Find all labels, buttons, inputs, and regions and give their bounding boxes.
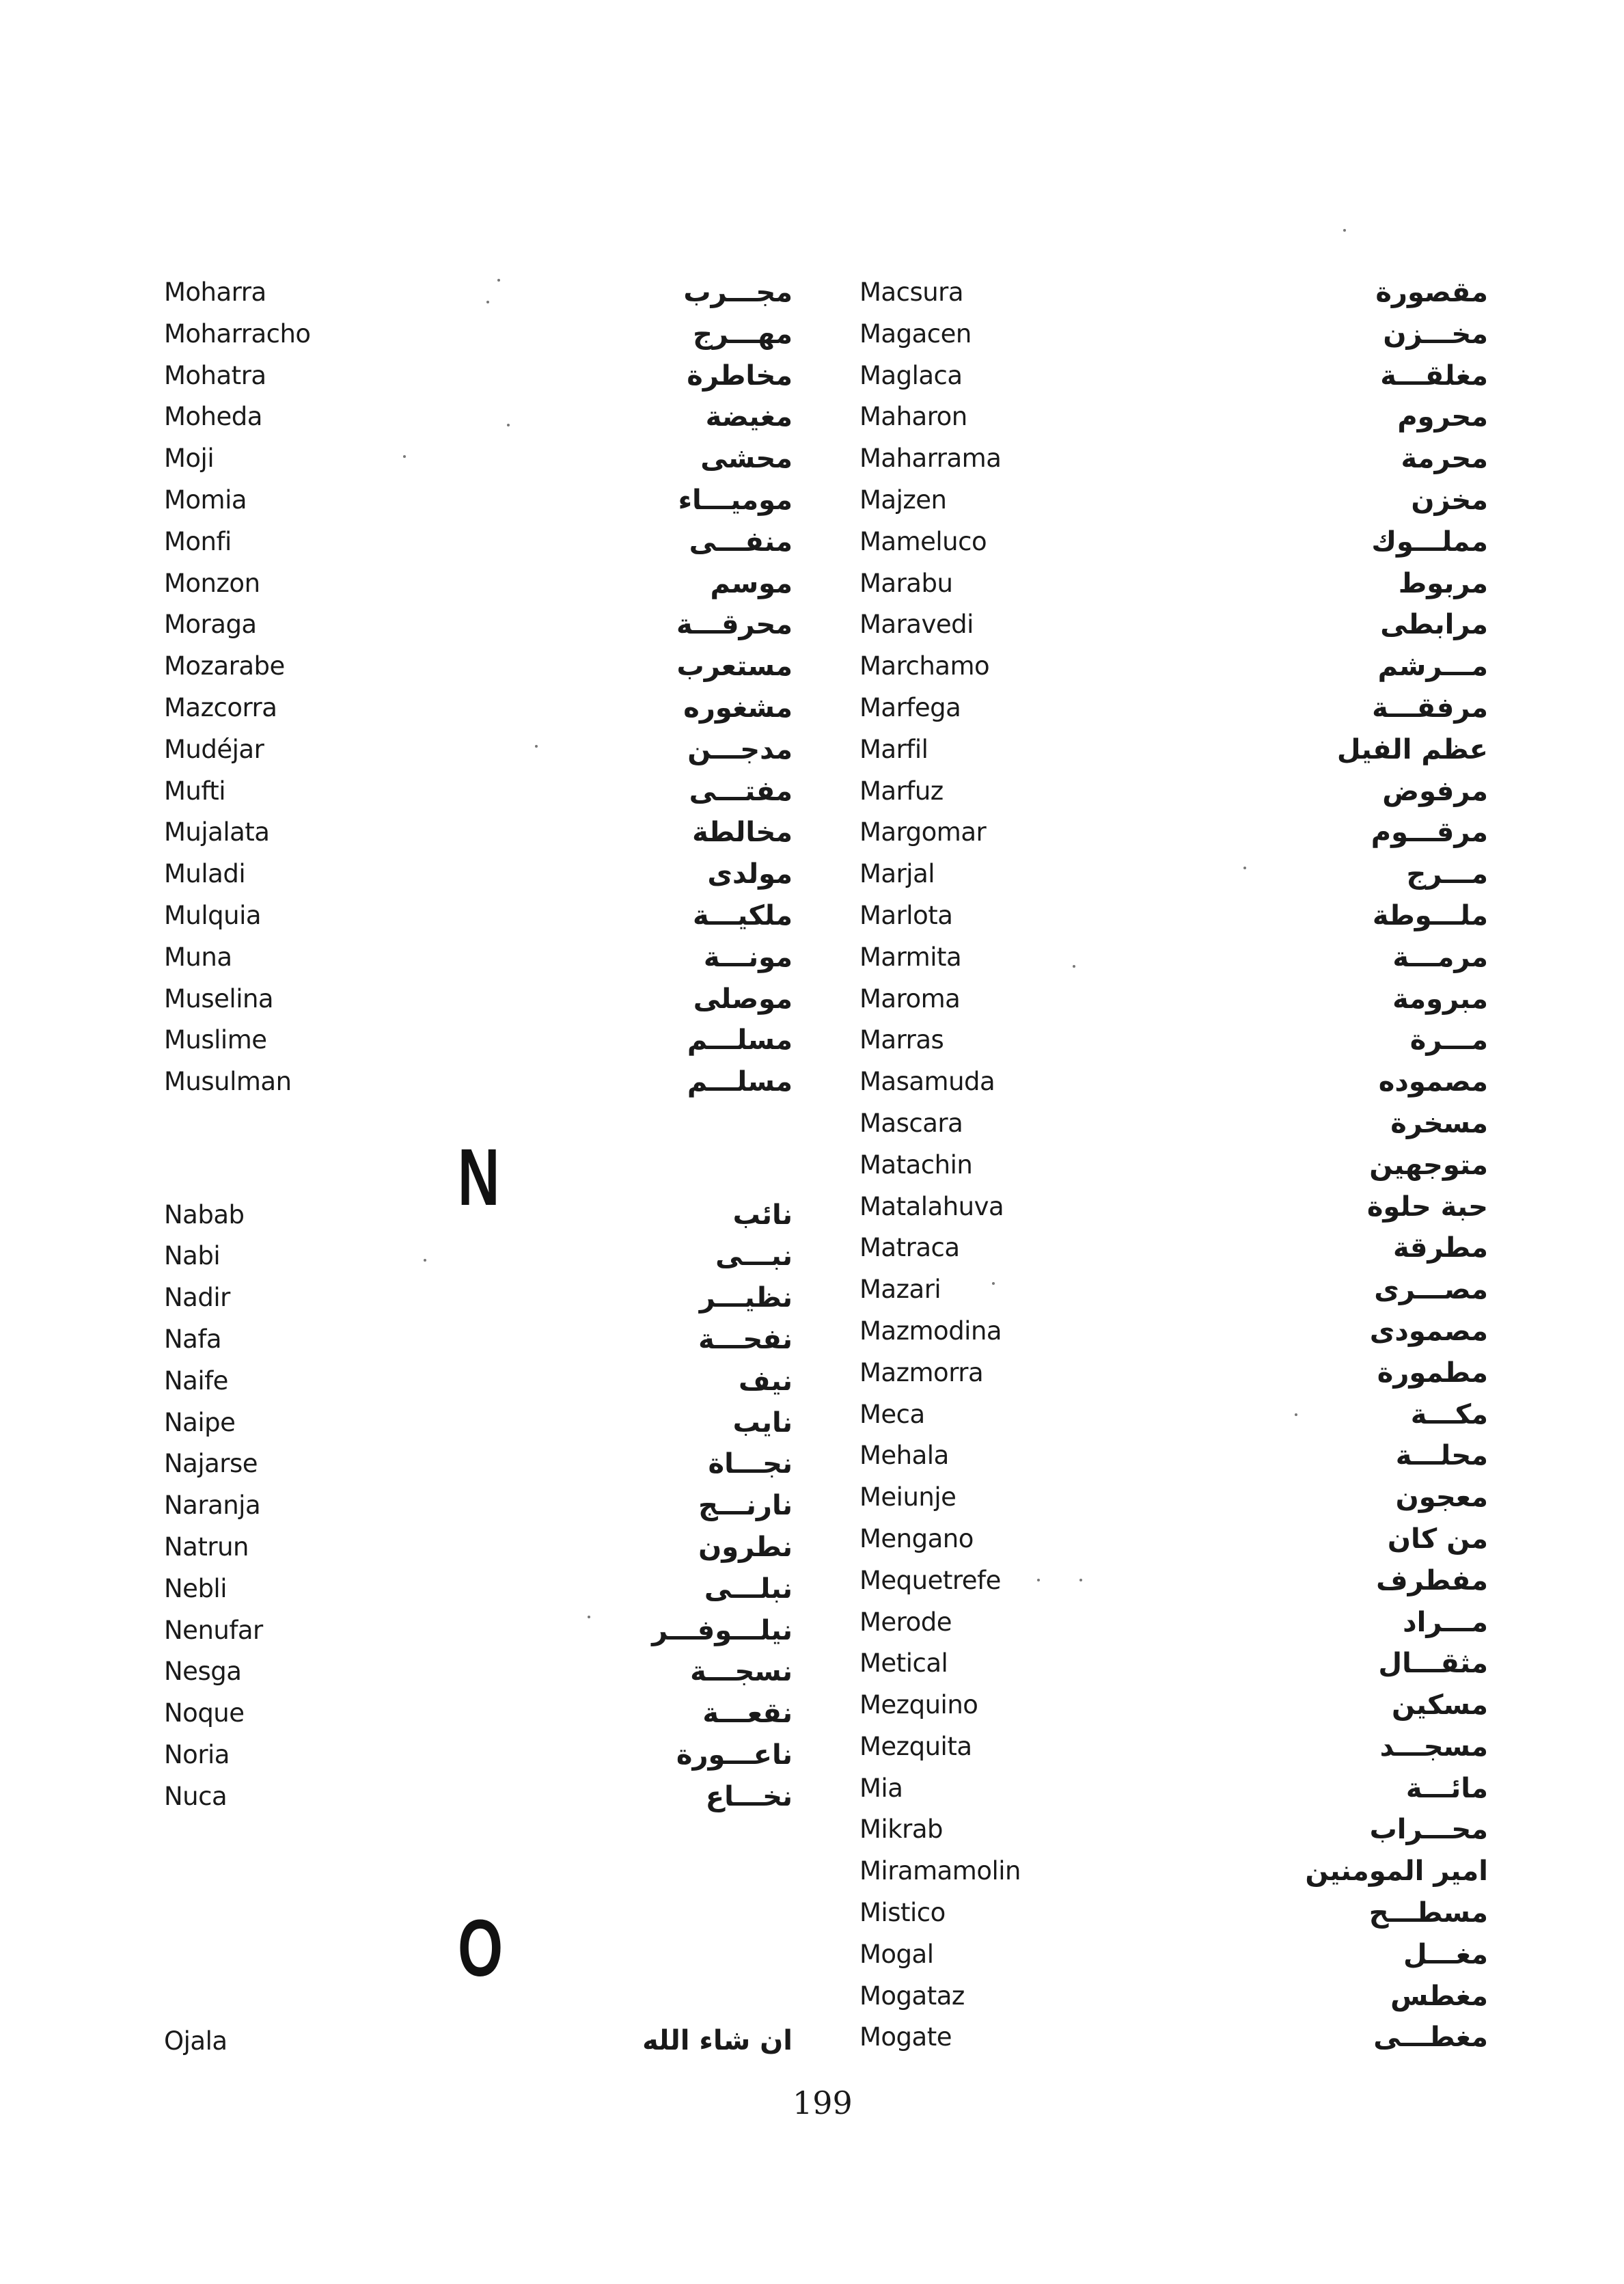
arabic-word: نيف (739, 1365, 793, 1397)
arabic-word: مونـــة (703, 941, 793, 973)
spanish-word: Mazmorra (859, 1357, 984, 1387)
spanish-word: Moharra (164, 277, 266, 307)
arabic-word: مجـــرب (683, 277, 793, 308)
arabic-word: متوجهين (1369, 1149, 1488, 1181)
entry-row (164, 1443, 793, 1485)
entry-row (164, 1277, 793, 1319)
arabic-word: ناعـــورة (676, 1739, 793, 1771)
spanish-word: Miramamolin (859, 1856, 1021, 1886)
entry-row (859, 854, 1488, 895)
spanish-word: Noria (164, 1740, 230, 1770)
arabic-word: مربوط (1398, 567, 1488, 599)
entry-row (164, 1693, 793, 1735)
entry-row (164, 355, 793, 397)
section-letter-n: N (458, 1132, 500, 1223)
entry-row (859, 1269, 1488, 1311)
spanish-word: Nadir (164, 1283, 230, 1313)
arabic-word: مغطـــى (1373, 2022, 1488, 2054)
scan-speck (1037, 1579, 1040, 1581)
entry-row (164, 1527, 793, 1568)
spanish-word: Maravedi (859, 610, 974, 640)
arabic-word: مكـــة (1410, 1398, 1488, 1430)
arabic-word: نائب (732, 1199, 793, 1231)
arabic-word: مـــراد (1403, 1606, 1488, 1638)
arabic-word: نيلـــوفـــر (652, 1614, 793, 1646)
spanish-word: Marfega (859, 692, 961, 722)
spanish-word: Maharon (859, 402, 967, 432)
entry-row (859, 1435, 1488, 1477)
scan-speck (535, 745, 538, 748)
spanish-word: Mezquino (859, 1690, 978, 1720)
scan-speck (1243, 867, 1246, 869)
entry-row (164, 563, 793, 605)
spanish-word: Marmita (859, 942, 962, 972)
entry-row (859, 1602, 1488, 1644)
arabic-word: مهـــرج (693, 318, 793, 350)
arabic-word: مرقـــوم (1371, 817, 1488, 849)
arabic-word: مطرقة (1392, 1232, 1488, 1264)
spanish-word: Moraga (164, 610, 257, 640)
entry-row (164, 480, 793, 521)
spanish-word: Metical (859, 1648, 948, 1678)
arabic-word: نسجـــة (690, 1656, 793, 1688)
spanish-word: Nebli (164, 1573, 227, 1603)
spanish-word: Moharracho (164, 318, 311, 349)
entry-row (164, 1610, 793, 1652)
arabic-word: نجـــاة (708, 1448, 793, 1480)
arabic-word: مسطـــح (1368, 1897, 1488, 1929)
spanish-word: Mudéjar (164, 734, 264, 764)
arabic-word: نفحـــة (698, 1324, 793, 1356)
arabic-word: منفـــى (689, 526, 793, 558)
arabic-word: مرفقـــة (1372, 692, 1488, 724)
spanish-word: Margomar (859, 817, 987, 847)
spanish-word: Magacen (859, 318, 972, 349)
entry-row (859, 563, 1488, 605)
spanish-word: Mengano (859, 1523, 974, 1553)
spanish-word: Mikrab (859, 1814, 944, 1845)
spanish-word: Nuca (164, 1781, 228, 1811)
arabic-word: موميـــاء (678, 484, 793, 516)
entry-row (164, 646, 793, 688)
entry-row (859, 1892, 1488, 1934)
spanish-word: Mogataz (859, 1981, 965, 2011)
entry-row (859, 355, 1488, 397)
spanish-word: Muslime (164, 1025, 267, 1055)
arabic-word: نظيـــر (699, 1282, 793, 1314)
entry-row (859, 396, 1488, 438)
arabic-word: مولدى (707, 858, 793, 891)
entry-row (859, 438, 1488, 480)
entry-row (859, 688, 1488, 729)
arabic-word: مصموده (1378, 1066, 1488, 1098)
arabic-word: مغطس (1390, 1980, 1488, 2012)
entry-row (164, 396, 793, 438)
section-letter-o: O (458, 1903, 504, 1994)
spanish-word: Meca (859, 1399, 925, 1429)
arabic-word: محشى (700, 443, 793, 475)
spanish-word: Macsura (859, 277, 964, 307)
arabic-word: من كان (1387, 1523, 1488, 1555)
arabic-word: نطرون (698, 1532, 793, 1564)
spanish-word: Mazari (859, 1275, 941, 1305)
scan-speck (992, 1282, 995, 1285)
arabic-word: نبـــى (715, 1240, 793, 1273)
arabic-word: موصلى (693, 983, 793, 1015)
right-column (859, 272, 1488, 2058)
page-number: 199 (793, 2084, 853, 2121)
arabic-word: مخزن (1411, 484, 1488, 516)
entry-row (859, 895, 1488, 937)
spanish-word: Mazcorra (164, 692, 277, 722)
entry-row (859, 1020, 1488, 1061)
arabic-word: مـــرج (1406, 858, 1488, 891)
spanish-word: Merode (859, 1607, 952, 1637)
spanish-word: Najarse (164, 1449, 258, 1479)
scan-speck (588, 1616, 590, 1618)
arabic-word: مغلقـــة (1380, 359, 1488, 392)
entry-row (859, 1103, 1488, 1145)
entry-row (859, 272, 1488, 314)
arabic-word: مـــرشم (1377, 651, 1488, 683)
entry-row (859, 1685, 1488, 1726)
entry-row (859, 1643, 1488, 1685)
entry-row (164, 1776, 793, 1818)
spanish-word: Muladi (164, 859, 246, 889)
entry-row (859, 979, 1488, 1020)
arabic-word: ان شاء الله (642, 2025, 793, 2057)
spanish-word: Naife (164, 1365, 228, 1396)
spanish-word: Mujalata (164, 817, 270, 847)
entry-row (164, 1402, 793, 1444)
entry-row (164, 937, 793, 979)
spanish-word: Naipe (164, 1407, 236, 1437)
entry-row (859, 646, 1488, 688)
scan-speck (507, 424, 510, 426)
entry-row (164, 1020, 793, 1061)
arabic-word: مرفوض (1382, 775, 1488, 807)
entry-row (859, 1227, 1488, 1269)
spanish-word: Masamuda (859, 1067, 995, 1097)
spanish-word: Mulquia (164, 900, 262, 930)
scan-speck (1079, 1579, 1082, 1581)
arabic-word: مخاطرة (687, 359, 793, 392)
spanish-word: Meiunje (859, 1482, 956, 1512)
spanish-word: Majzen (859, 485, 947, 515)
entry-row (859, 1519, 1488, 1560)
arabic-word: محـــراب (1369, 1814, 1488, 1846)
entry-row (859, 1311, 1488, 1352)
spanish-word: Naranja (164, 1491, 261, 1521)
entry-row (164, 979, 793, 1020)
spanish-word: Ojala (164, 2026, 228, 2056)
arabic-word: مطمورة (1377, 1357, 1488, 1389)
arabic-word: ملكيـــة (693, 899, 793, 932)
arabic-word: نقعـــة (702, 1698, 793, 1730)
spanish-word: Marlota (859, 900, 953, 930)
entry-row (164, 1236, 793, 1277)
entry-row (164, 1651, 793, 1693)
entry-row (859, 937, 1488, 979)
arabic-word: نايب (732, 1406, 793, 1439)
entry-row (859, 604, 1488, 646)
spanish-word: Nesga (164, 1657, 242, 1687)
entry-row (859, 314, 1488, 355)
arabic-word: مـــرة (1409, 1024, 1488, 1057)
arabic-word: مسلـــم (687, 1066, 793, 1098)
entry-row (164, 272, 793, 314)
arabic-word: مغيضة (705, 401, 793, 433)
arabic-word: ملـــوطة (1372, 899, 1488, 932)
spanish-word: Nabab (164, 1199, 245, 1229)
scan-speck (497, 279, 500, 282)
spanish-word: Mazmodina (859, 1316, 1002, 1346)
spanish-word: Mistico (859, 1898, 946, 1928)
arabic-word: مائـــة (1405, 1772, 1488, 1804)
arabic-word: امير المومنين (1305, 1855, 1488, 1888)
arabic-word: مسجـــد (1379, 1730, 1488, 1763)
entry-row (859, 2017, 1488, 2058)
spanish-word: Maglaca (859, 360, 963, 390)
left-column (164, 272, 793, 1818)
spanish-word: Mameluco (859, 526, 987, 556)
entry-row (859, 1394, 1488, 1436)
arabic-word: محلـــة (1395, 1440, 1488, 1472)
arabic-word: مفطرف (1376, 1564, 1488, 1596)
arabic-word: مسلـــم (687, 1024, 793, 1057)
arabic-word: مملـــوك (1371, 526, 1488, 558)
spanish-word: Matraca (859, 1233, 960, 1263)
arabic-word: معجون (1395, 1482, 1488, 1514)
spanish-word: Musulman (164, 1067, 292, 1097)
entry-row (164, 854, 793, 895)
entry-row (164, 895, 793, 937)
spanish-word: Matachin (859, 1150, 973, 1180)
entry-row (164, 1319, 793, 1361)
scan-speck (486, 301, 489, 303)
spanish-word: Mia (859, 1773, 903, 1803)
spanish-word: Natrun (164, 1532, 249, 1562)
spanish-word: Marchamo (859, 651, 990, 681)
entry-row (859, 1352, 1488, 1394)
arabic-word: مثقـــال (1378, 1648, 1488, 1680)
spanish-word: Nenufar (164, 1615, 263, 1645)
entry-row (164, 688, 793, 729)
spanish-word: Maroma (859, 983, 961, 1014)
spanish-word: Nafa (164, 1324, 222, 1355)
entry-row (859, 1809, 1488, 1851)
spanish-word: Mezquita (859, 1731, 972, 1761)
spanish-word: Monfi (164, 526, 232, 556)
arabic-word: مغـــل (1403, 1938, 1488, 1970)
spanish-word: Marabu (859, 568, 953, 598)
entry-row (164, 729, 793, 771)
entry-row (164, 1361, 793, 1402)
entry-row (859, 1726, 1488, 1768)
arabic-word: مصمودى (1369, 1315, 1488, 1347)
entry-row (859, 1186, 1488, 1228)
spanish-word: Marfil (859, 734, 928, 764)
arabic-word: مستعرب (676, 651, 793, 683)
scan-speck (1343, 229, 1346, 232)
entry-row (164, 314, 793, 355)
o-entries (164, 2020, 793, 2062)
arabic-word: نبلـــى (704, 1573, 793, 1605)
entry-row (859, 771, 1488, 813)
spanish-word: Mozarabe (164, 651, 285, 681)
scan-speck (403, 455, 406, 458)
entry-row (859, 812, 1488, 854)
arabic-word: عظم الفيل (1336, 733, 1488, 765)
arabic-word: مخالطة (692, 817, 793, 849)
arabic-word: نخـــاع (705, 1780, 793, 1812)
arabic-word: مقصورة (1375, 277, 1488, 308)
spanish-word: Marjal (859, 859, 935, 889)
entry-row (859, 1560, 1488, 1602)
spanish-word: Muselina (164, 983, 274, 1014)
entry-row (164, 521, 793, 563)
entry-row (164, 1061, 793, 1103)
arabic-word: مشغوره (683, 692, 793, 724)
entry-row (859, 729, 1488, 771)
spanish-word: Marras (859, 1025, 944, 1055)
entry-row (164, 604, 793, 646)
entry-row (164, 1568, 793, 1610)
arabic-word: مفتـــى (689, 775, 793, 807)
scan-speck (1073, 965, 1075, 968)
spanish-word: Mascara (859, 1108, 963, 1138)
spanish-word: Matalahuva (859, 1191, 1004, 1221)
entry-row (164, 771, 793, 813)
spanish-word: Mogal (859, 1939, 934, 1969)
scan-speck (424, 1259, 426, 1262)
entry-row (859, 1061, 1488, 1103)
arabic-word: حبة حلوة (1366, 1191, 1488, 1223)
arabic-word: موسم (710, 567, 793, 599)
spanish-word: Mogate (859, 2022, 952, 2052)
entry-row (859, 1145, 1488, 1186)
spanish-word: Mehala (859, 1441, 949, 1471)
entry-row (859, 1768, 1488, 1810)
entry-row (859, 521, 1488, 563)
entry-row (859, 1851, 1488, 1892)
entry-row (859, 1976, 1488, 2017)
spanish-word: Mufti (164, 776, 226, 806)
spanish-word: Maharrama (859, 444, 1002, 474)
spanish-word: Marfuz (859, 776, 944, 806)
entry-row (859, 480, 1488, 521)
spanish-word: Mequetrefe (859, 1565, 1001, 1595)
arabic-word: مدجـــن (687, 733, 793, 765)
arabic-word: مسكين (1391, 1689, 1488, 1722)
entry-row (164, 2020, 793, 2062)
spanish-word: Muna (164, 942, 232, 972)
arabic-word: محرمة (1401, 443, 1488, 475)
arabic-word: مبرومة (1392, 983, 1488, 1015)
arabic-word: مخـــزن (1383, 318, 1488, 350)
spanish-word: Moji (164, 444, 215, 474)
spanish-word: Momia (164, 485, 247, 515)
entry-row (164, 1735, 793, 1776)
spanish-word: Mohatra (164, 360, 266, 390)
entry-row (164, 438, 793, 480)
entry-row (859, 1477, 1488, 1519)
arabic-word: مرمـــة (1392, 941, 1488, 973)
spanish-word: Moheda (164, 402, 262, 432)
spanish-word: Monzon (164, 568, 260, 598)
entry-row (164, 1485, 793, 1527)
spanish-word: Nabi (164, 1241, 221, 1271)
entry-row (859, 1934, 1488, 1976)
entry-row (164, 812, 793, 854)
arabic-word: مرابطى (1380, 609, 1488, 641)
arabic-word: نارنـــج (698, 1490, 793, 1522)
scan-speck (1295, 1413, 1297, 1416)
spanish-word: Noque (164, 1698, 245, 1728)
arabic-word: مصـــرى (1374, 1274, 1488, 1306)
arabic-word: مسخرة (1390, 1107, 1488, 1139)
arabic-word: محروم (1397, 401, 1488, 433)
arabic-word: محرقـــة (676, 609, 793, 641)
